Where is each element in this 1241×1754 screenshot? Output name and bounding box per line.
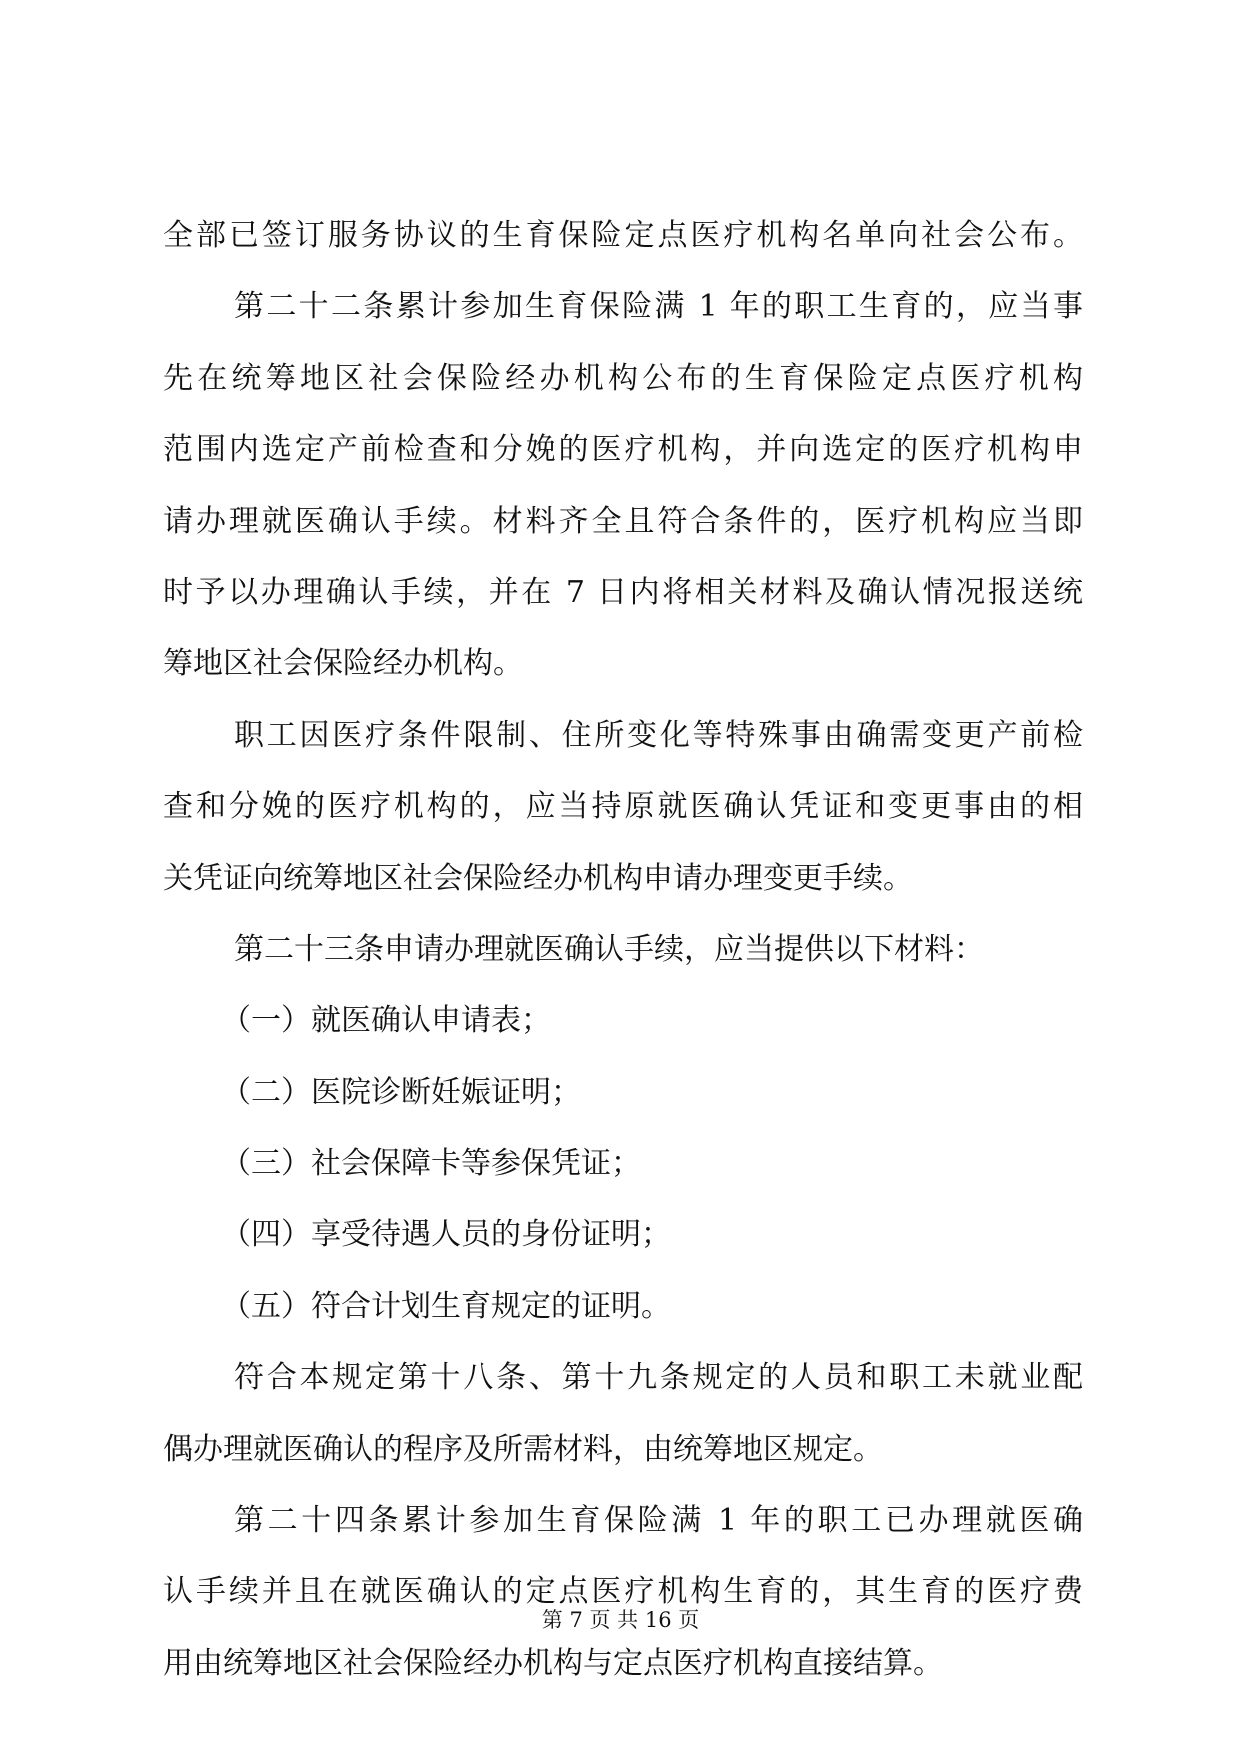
text-line: 先在统筹地区社会保险经办机构公布的生育保险定点医疗机构: [163, 360, 1083, 396]
page-number-footer: 第 7 页 共 16 页: [541, 1608, 700, 1632]
text-line: 筹地区社会保险经办机构。: [163, 646, 523, 682]
text-line: 第二十四条累计参加生育保险满 1 年的职工已办理就医确: [234, 1503, 1083, 1539]
text-line: 时予以办理确认手续，并在 7 日内将相关材料及确认情况报送统: [163, 574, 1083, 610]
text-line: 全部已签订服务协议的生育保险定点医疗机构名单向社会公布。: [163, 218, 1083, 253]
text-line: 关凭证向统筹地区社会保险经办机构申请办理变更手续。: [163, 860, 913, 896]
list-item: （二）医院诊断妊娠证明；: [221, 1074, 581, 1110]
text-line: 第二十二条累计参加生育保险满 1 年的职工生育的，应当事: [234, 289, 1083, 325]
document-body: [163, 200, 1083, 1699]
text-line: 查和分娩的医疗机构的，应当持原就医确认凭证和变更事由的相: [163, 789, 1083, 825]
list-item: （三）社会保障卡等参保凭证；: [221, 1146, 641, 1182]
list-item: （五）符合计划生育规定的证明。: [221, 1288, 671, 1324]
list-item: （一）就医确认申请表；: [221, 1003, 551, 1039]
text-line: 范围内选定产前检查和分娩的医疗机构，并向选定的医疗机构申: [163, 432, 1083, 468]
text-line: 用由统筹地区社会保险经办机构与定点医疗机构直接结算。: [163, 1645, 943, 1681]
text-line: 偶办理就医确认的程序及所需材料，由统筹地区规定。: [163, 1431, 883, 1467]
text-line: 职工因医疗条件限制、住所变化等特殊事由确需变更产前检: [234, 717, 1083, 753]
text-line: 认手续并且在就医确认的定点医疗机构生育的，其生育的医疗费: [163, 1574, 1083, 1610]
text-line: 第二十三条申请办理就医确认手续，应当提供以下材料：: [234, 931, 984, 967]
text-line: 请办理就医确认手续。材料齐全且符合条件的，医疗机构应当即: [163, 503, 1083, 539]
list-item: （四）享受待遇人员的身份证明；: [221, 1217, 671, 1253]
text-line: 符合本规定第十八条、第十九条规定的人员和职工未就业配: [234, 1360, 1083, 1396]
